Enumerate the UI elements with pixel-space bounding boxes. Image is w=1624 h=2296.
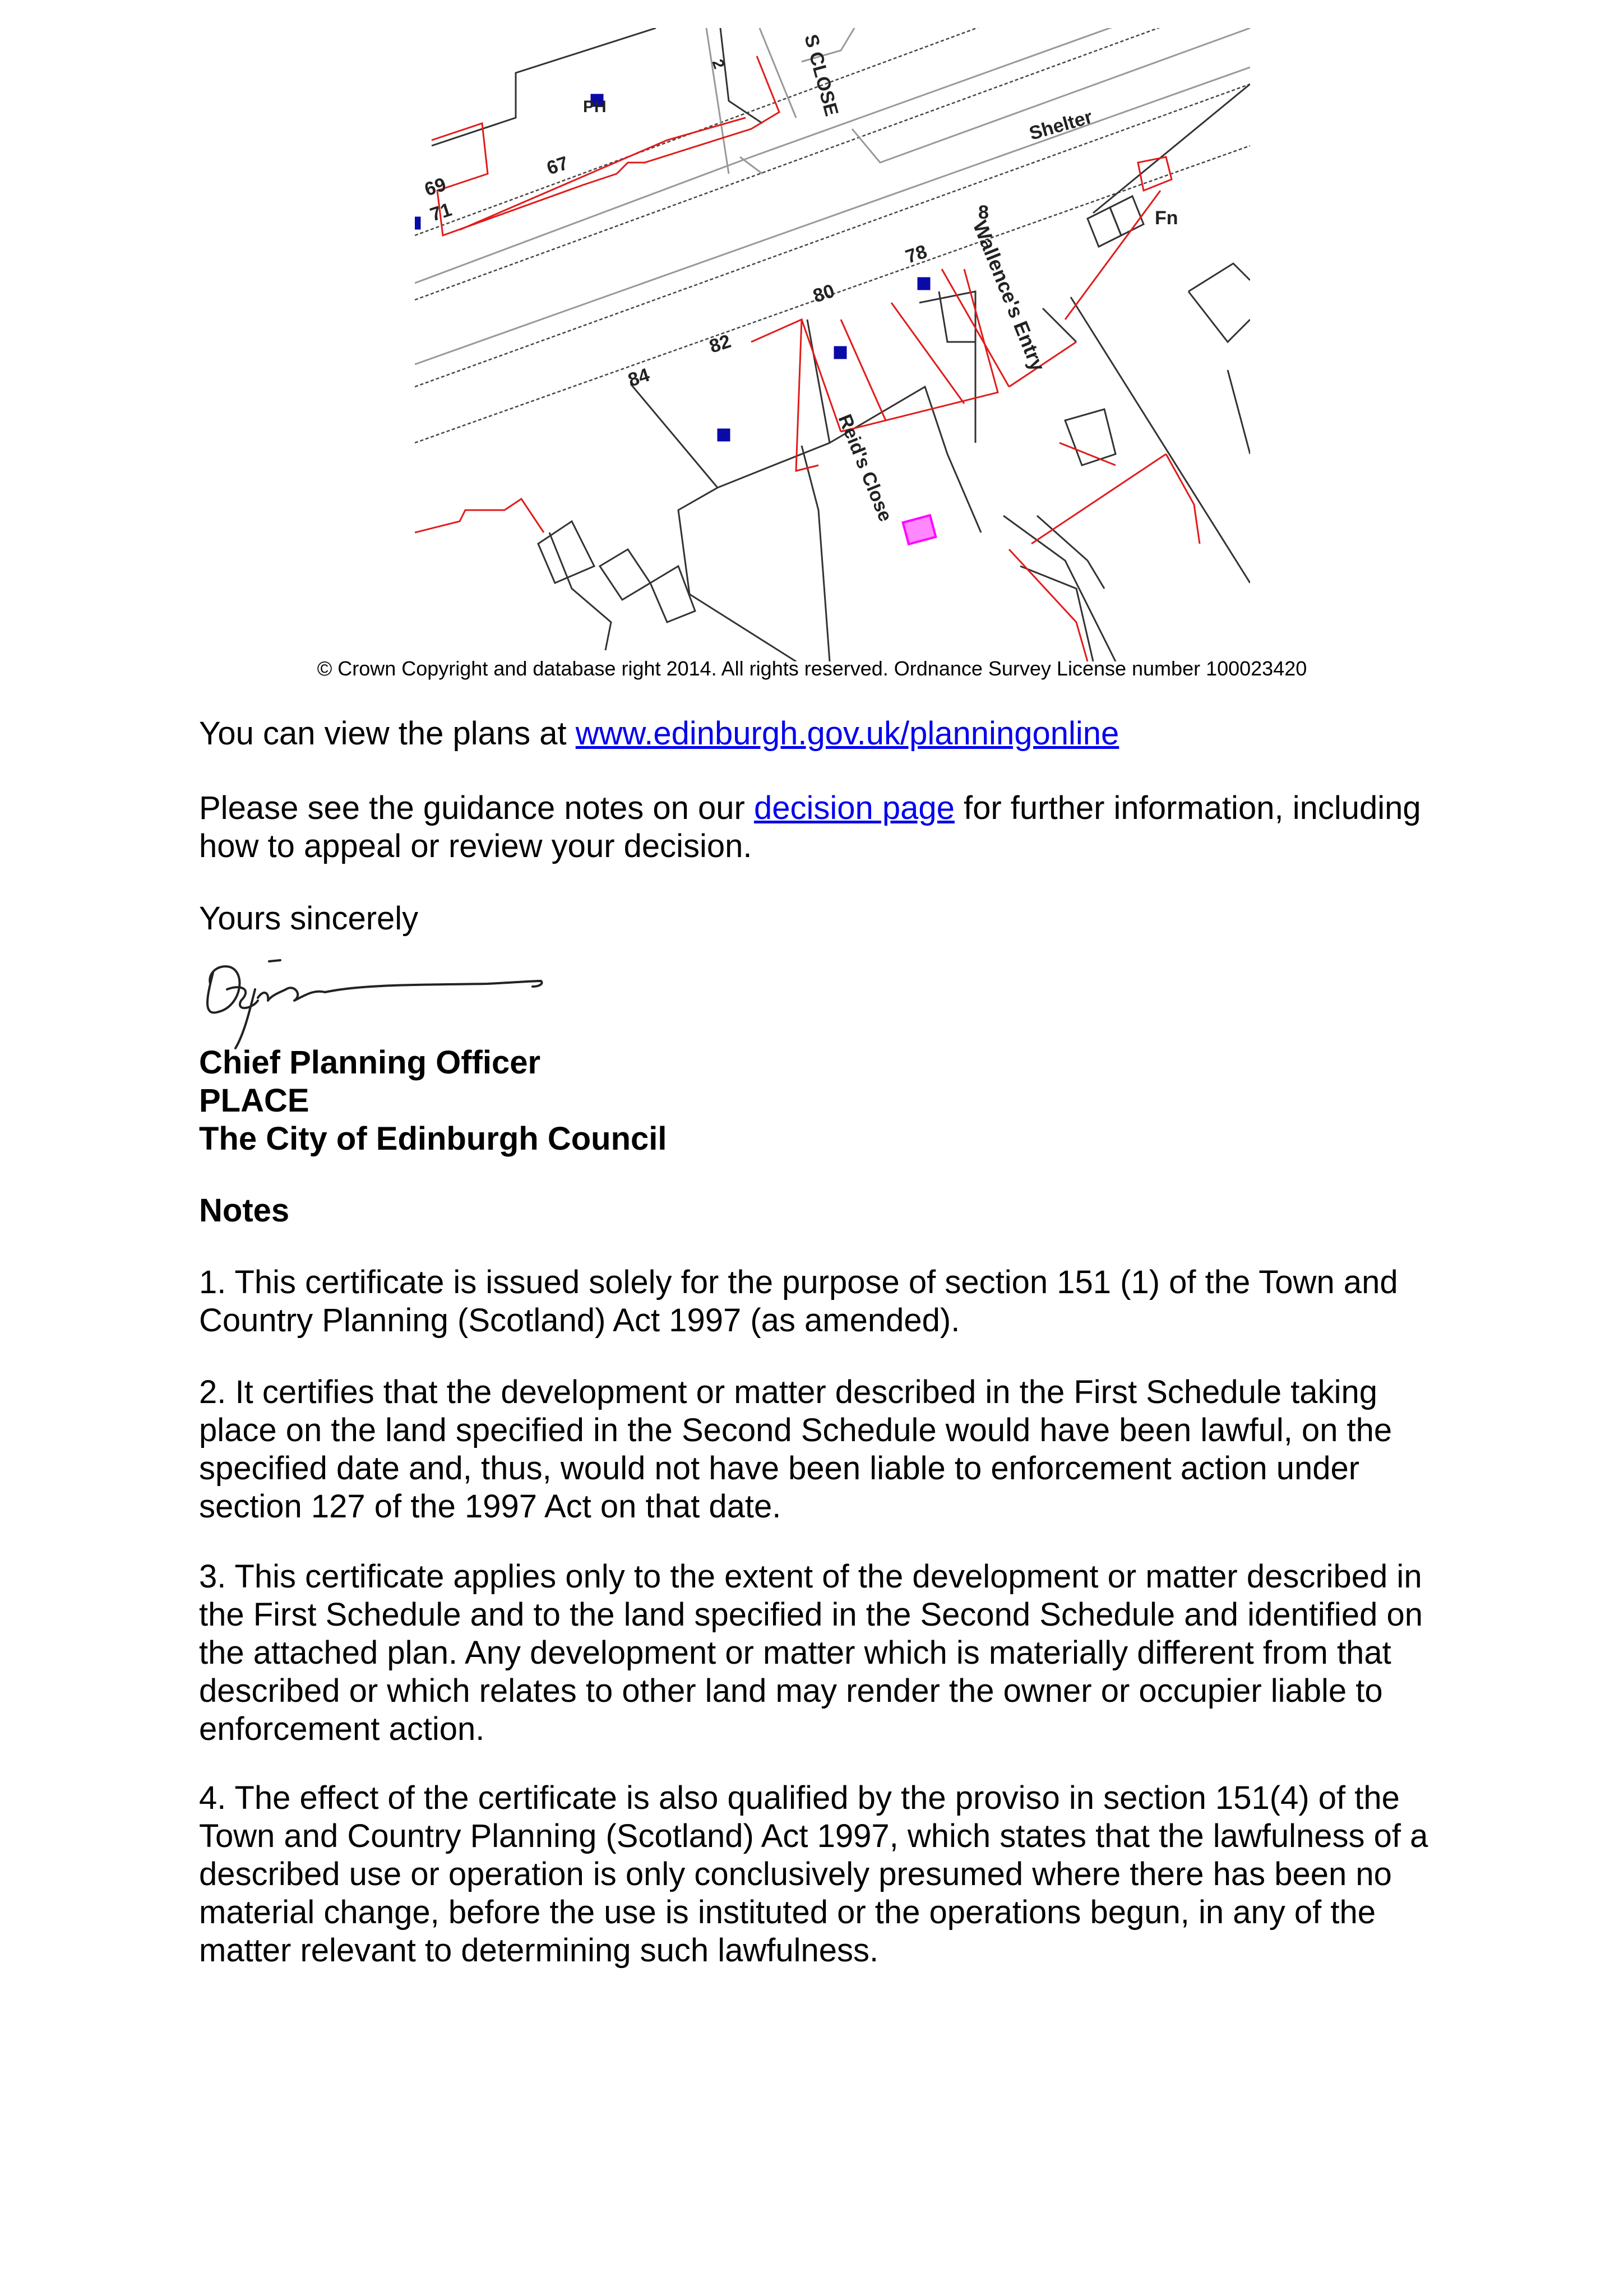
map-svg — [415, 28, 1250, 661]
map-label-2: 2 — [709, 57, 728, 71]
map-label-shelter: Shelter — [1026, 106, 1095, 145]
guidance-line2: how to appeal or review your decision. — [199, 828, 752, 864]
map-label-close-top: S CLOSE — [800, 32, 843, 119]
note-line: enforcement action. — [199, 1711, 485, 1747]
map-label-78: 78 — [903, 240, 930, 268]
note-line: described or which relates to other land may render the owner or occupier liable to — [199, 1673, 1383, 1709]
note-line: Town and Country Planning (Scotland) Act 1997, which states that the lawfulness of a — [199, 1818, 1428, 1854]
guidance-prefix: Please see the guidance notes on our — [199, 790, 754, 826]
decision-page-link[interactable]: decision page — [753, 790, 955, 826]
note-line: described use or operation is only conclusively presumed where there has been no — [199, 1856, 1392, 1892]
note-line: 1. This certificate is issued solely for the purpose of section 151 (1) of the Town and — [199, 1264, 1398, 1300]
note-line: the attached plan. Any development or matter which is materially different from that — [199, 1635, 1391, 1671]
map-label-67: 67 — [544, 152, 571, 179]
site-highlight — [903, 515, 936, 544]
map-label-wallences-entry: Wallence's Entry — [968, 217, 1050, 374]
site-location-map — [415, 28, 1250, 661]
signatory-department: PLACE — [199, 1082, 309, 1119]
view-plans-paragraph — [199, 715, 1466, 753]
map-label-71: 71 — [427, 198, 455, 226]
note-line: place on the land specified in the Second Schedule would have been lawful, on the — [199, 1412, 1392, 1448]
signature — [196, 950, 555, 1051]
note-line: Country Planning (Scotland) Act 1997 (as amended). — [199, 1302, 960, 1339]
map-copyright: © Crown Copyright and database right 2014. All rights reserved. Ordnance Survey License number 100023420 — [317, 657, 1307, 680]
note-line: the First Schedule and to the land specified in the Second Schedule and identified on — [199, 1596, 1423, 1633]
closing: Yours sincerely — [199, 900, 419, 937]
guidance-suffix: for further information, including — [954, 790, 1421, 826]
note-line: 2. It certifies that the development or matter described in the First Schedule taking — [199, 1374, 1377, 1410]
building-outlines — [432, 28, 1250, 661]
map-label-ph: PH — [583, 98, 607, 116]
note-item-3 — [199, 1558, 1466, 1748]
planning-online-link[interactable]: www.edinburgh.gov.uk/planningonline — [575, 715, 1119, 752]
notes-heading: Notes — [199, 1192, 290, 1229]
note-item-1 — [199, 1263, 1466, 1340]
map-label-reids-close: Reid's Close — [834, 411, 896, 525]
map-label-82: 82 — [706, 330, 734, 358]
note-line: 4. The effect of the certificate is also qualified by the proviso in section 151(4) of the — [199, 1780, 1400, 1816]
map-label-69: 69 — [422, 173, 449, 201]
signatory-organisation: The City of Edinburgh Council — [199, 1121, 667, 1157]
note-line: specified date and, thus, would not have been liable to enforcement action under — [199, 1450, 1360, 1487]
note-item-2 — [199, 1373, 1466, 1526]
boundary-lines — [415, 56, 1200, 661]
view-plans-prefix: You can view the plans at — [199, 715, 576, 752]
signatory-block — [199, 1044, 1466, 1158]
map-label-fn: Fn — [1155, 207, 1178, 229]
building-markers — [415, 94, 930, 441]
note-line: matter relevant to determining such lawfulness. — [199, 1932, 879, 1969]
guidance-paragraph — [199, 789, 1466, 865]
map-label-80: 80 — [810, 280, 838, 307]
map-label-8: 8 — [978, 202, 989, 223]
note-line: material change, before the use is instituted or the operations begun, in any of the — [199, 1894, 1376, 1931]
note-line: section 127 of the 1997 Act on that date. — [199, 1488, 781, 1525]
note-line: 3. This certificate applies only to the extent of the development or matter described in — [199, 1558, 1422, 1595]
note-item-4 — [199, 1779, 1466, 1970]
map-label-84: 84 — [625, 364, 653, 391]
signatory-title: Chief Planning Officer — [199, 1044, 541, 1081]
